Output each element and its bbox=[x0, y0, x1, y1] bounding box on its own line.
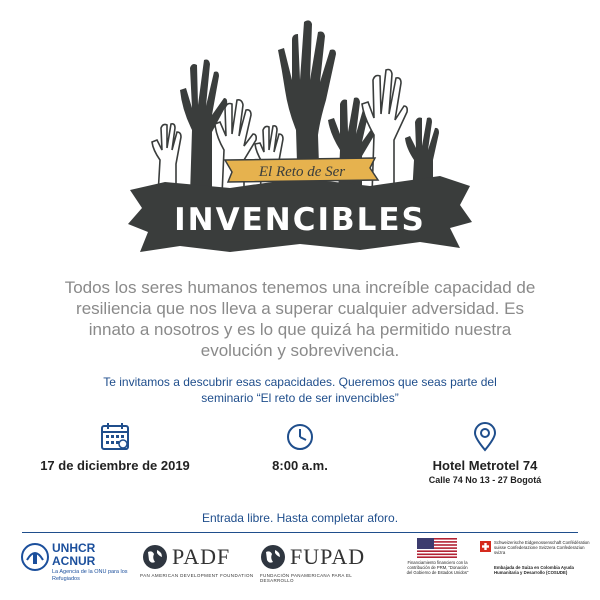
padf-wordmark: PADF bbox=[172, 544, 231, 569]
invitation-text bbox=[70, 374, 530, 406]
padf-subtitle: PAN AMERICAN DEVELOPMENT FOUNDATION bbox=[140, 573, 254, 578]
event-date bbox=[30, 422, 200, 473]
event-place-name: Hotel Metrotel 74 bbox=[432, 458, 538, 473]
fupad-logo bbox=[260, 538, 385, 598]
us-flag-logo bbox=[405, 538, 470, 598]
event-place-address: Calle 74 No 13 - 27 Bogotá bbox=[428, 475, 542, 485]
globe-icon bbox=[260, 544, 286, 570]
event-date-text: 17 de diciembre de 2019 bbox=[40, 458, 190, 473]
ribbon-text: El Reto de Ser bbox=[258, 164, 346, 180]
us-contribution-text: Financiamiento financiero con la contribución de PRM, “Donación del Gobierno de Estados Unidos” bbox=[406, 560, 469, 575]
swiss-confederation-text: Schweizerische Eidgenossenschaft Confédération suisse Confederazione Svizzera Confederaziun svizra bbox=[494, 540, 590, 556]
swiss-embassy-text: Embajada de Suiza en Colombia Ayuda Humanitaria y Desarrollo (COSUDE) bbox=[494, 565, 574, 576]
hero-title: INVENCIBLES bbox=[174, 202, 426, 238]
padf-logo bbox=[140, 538, 255, 598]
invitation-line-2: seminario “El reto de ser invencibles” bbox=[201, 391, 399, 405]
unhcr-line-2: ACNUR bbox=[52, 554, 96, 568]
swiss-cross-icon bbox=[480, 541, 491, 552]
unhcr-emblem-icon bbox=[20, 542, 50, 572]
event-place bbox=[400, 422, 570, 485]
clock-icon bbox=[285, 422, 315, 452]
event-time bbox=[215, 422, 385, 473]
calendar-icon bbox=[100, 422, 130, 452]
invitation-line-1: Te invitamos a descubrir esas capacidades. Queremos que seas parte del bbox=[103, 375, 497, 389]
sponsor-logos bbox=[0, 538, 600, 600]
hero-illustration bbox=[120, 10, 480, 260]
globe-icon bbox=[142, 544, 168, 570]
location-pin-icon bbox=[470, 422, 500, 452]
swiss-logo bbox=[480, 538, 590, 598]
us-flag-icon bbox=[417, 538, 457, 558]
admission-note: Entrada libre. Hasta completar aforo. bbox=[201, 511, 399, 525]
unhcr-logo bbox=[20, 538, 140, 598]
intro-paragraph: Todos los seres humanos tenemos una increíble capacidad de resiliencia que nos lleva a superar cualquier adversidad. Es innato a nosotros y es lo que quizá ha permitido nuestra evolución y sobrevivencia. bbox=[64, 278, 536, 360]
unhcr-line-1: UNHCR bbox=[52, 541, 96, 555]
unhcr-subtitle: La Agencia de la ONU para los Refugiados bbox=[52, 569, 128, 582]
fupad-wordmark: FUPAD bbox=[290, 544, 366, 569]
event-time-text: 8:00 a.m. bbox=[272, 458, 328, 473]
fupad-subtitle: FUNDACIÓN PANAMERICANA PARA EL DESARROLLO bbox=[260, 573, 352, 583]
divider bbox=[22, 532, 578, 533]
